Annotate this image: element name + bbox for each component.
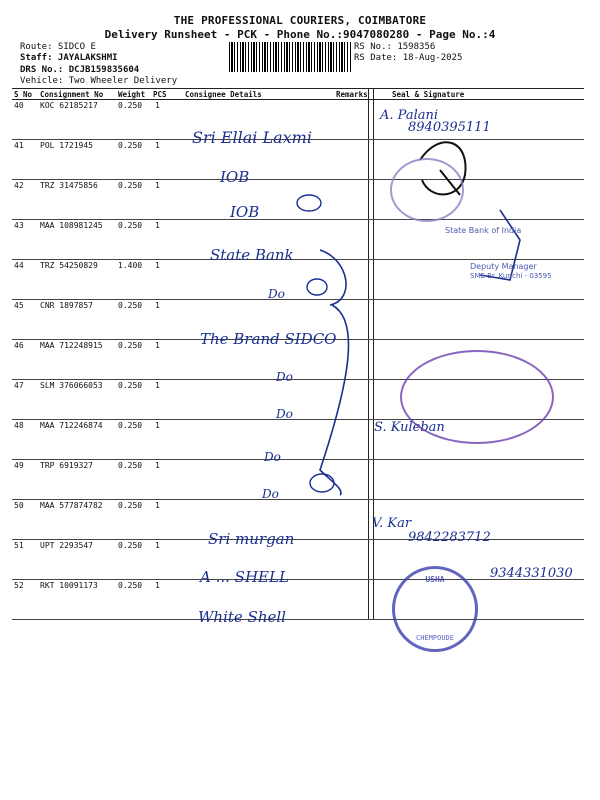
col-consignee: Consignee Details bbox=[185, 90, 262, 99]
row-sno: 48 bbox=[14, 421, 24, 430]
circle-mark bbox=[297, 195, 321, 211]
handwriting-consignee: The Brand SIDCO bbox=[200, 330, 337, 348]
row-pcs: 1 bbox=[155, 461, 160, 470]
row-pcs: 1 bbox=[155, 381, 160, 390]
handwriting-ditto: Do bbox=[262, 487, 279, 501]
circle-mark bbox=[307, 279, 327, 295]
row-consignment-no: MAA 577874782 bbox=[40, 501, 103, 510]
rs-number: RS No.: 1598356 bbox=[354, 42, 436, 52]
row-sno: 50 bbox=[14, 501, 24, 510]
row-pcs: 1 bbox=[155, 341, 160, 350]
row-pcs: 1 bbox=[155, 141, 160, 150]
row-sno: 49 bbox=[14, 461, 24, 470]
row-pcs: 1 bbox=[155, 581, 160, 590]
row-weight: 0.250 bbox=[118, 301, 143, 310]
row-weight: 0.250 bbox=[118, 381, 143, 390]
row-consignment-no: CNR 1897857 bbox=[40, 301, 93, 310]
row-consignment-no: MAA 712248915 bbox=[40, 341, 103, 350]
row-weight: 0.250 bbox=[118, 341, 143, 350]
seal-text-bottom: CHEMPOUDE bbox=[416, 634, 454, 642]
document-subtitle: Delivery Runsheet - PCK - Phone No.:9047080280 - Page No.:4 bbox=[104, 28, 496, 41]
drs-label: DRS No.: DCJB159835604 bbox=[20, 65, 140, 75]
row-sno: 45 bbox=[14, 301, 24, 310]
handwriting-ditto: Do bbox=[276, 407, 293, 421]
handwriting-consignee: White Shell bbox=[198, 608, 286, 626]
row-consignment-no: KOC 62185217 bbox=[40, 101, 98, 110]
row-weight: 1.400 bbox=[118, 261, 143, 270]
phone-number: 9842283712 bbox=[408, 530, 491, 545]
round-seal bbox=[392, 566, 478, 652]
row-pcs: 1 bbox=[155, 501, 160, 510]
vehicle-label: Vehicle: Two Wheeler Delivery bbox=[20, 76, 178, 86]
row-sno: 46 bbox=[14, 341, 24, 350]
row-weight: 0.250 bbox=[118, 181, 143, 190]
row-pcs: 1 bbox=[155, 541, 160, 550]
bank-stamp-line3: SME Br. Kurichi - 03595 bbox=[470, 272, 552, 280]
row-weight: 0.250 bbox=[118, 581, 143, 590]
bank-stamp-line1: State Bank of India bbox=[445, 226, 522, 235]
signature-name: V. Kar bbox=[372, 516, 412, 531]
row-consignment-no: MAA 712246874 bbox=[40, 421, 103, 430]
handwriting-ditto: Do bbox=[276, 370, 293, 384]
handwriting-ditto: Do bbox=[264, 450, 281, 464]
handwriting-consignee: Sri Ellai Laxmi bbox=[192, 128, 312, 147]
document-title: THE PROFESSIONAL COURIERS, COIMBATORE bbox=[173, 14, 427, 27]
rs-date: RS Date: 18-Aug-2025 bbox=[354, 53, 463, 63]
handwriting-ditto: Do bbox=[268, 287, 285, 301]
row-weight: 0.250 bbox=[118, 101, 143, 110]
row-weight: 0.250 bbox=[118, 501, 143, 510]
row-consignment-no: TRZ 31475856 bbox=[40, 181, 98, 190]
row-consignment-no: SLM 376066053 bbox=[40, 381, 103, 390]
row-sno: 40 bbox=[14, 101, 24, 110]
row-sno: 41 bbox=[14, 141, 24, 150]
row-sno: 44 bbox=[14, 261, 24, 270]
phone-number: 8940395111 bbox=[408, 120, 491, 135]
circle-mark bbox=[310, 474, 334, 492]
col-weight: Weight bbox=[118, 90, 146, 99]
row-sno: 52 bbox=[14, 581, 24, 590]
row-consignment-no: MAA 108981245 bbox=[40, 221, 103, 230]
signature-name: S. Kuleban bbox=[374, 420, 445, 435]
row-sno: 51 bbox=[14, 541, 24, 550]
row-consignment-no: TRZ 54250829 bbox=[40, 261, 98, 270]
brace-mark bbox=[320, 250, 349, 495]
row-pcs: 1 bbox=[155, 221, 160, 230]
row-consignment-no: RKT 10091173 bbox=[40, 581, 98, 590]
row-sno: 43 bbox=[14, 221, 24, 230]
row-consignment-no: UPT 2293547 bbox=[40, 541, 93, 550]
row-weight: 0.250 bbox=[118, 421, 143, 430]
row-consignment-no: POL 1721945 bbox=[40, 141, 93, 150]
row-sno: 47 bbox=[14, 381, 24, 390]
row-pcs: 1 bbox=[155, 181, 160, 190]
row-weight: 0.250 bbox=[118, 461, 143, 470]
row-pcs: 1 bbox=[155, 301, 160, 310]
company-round-stamp bbox=[400, 350, 554, 444]
row-weight: 0.250 bbox=[118, 221, 143, 230]
row-weight: 0.250 bbox=[118, 141, 143, 150]
signature-name: A. Palani bbox=[380, 108, 439, 123]
row-sno: 42 bbox=[14, 181, 24, 190]
handwriting-consignee: Sri murgan bbox=[208, 530, 295, 548]
handwriting-consignee: IOB bbox=[230, 203, 260, 221]
row-pcs: 1 bbox=[155, 421, 160, 430]
phone-number: 9344331030 bbox=[490, 566, 573, 581]
route-label: Route: SIDCO E bbox=[20, 42, 96, 52]
staff-label: Staff: JAYALAKSHMI bbox=[20, 53, 118, 63]
bank-stamp-line2: Deputy Manager bbox=[470, 262, 537, 271]
col-sno: S No bbox=[14, 90, 33, 99]
handwriting-consignee: A ... SHELL bbox=[200, 568, 289, 586]
handwriting-consignee: State Bank bbox=[210, 246, 294, 264]
col-consignment: Consignment No bbox=[40, 90, 104, 99]
bank-round-stamp bbox=[390, 158, 464, 222]
handwriting-consignee: IOB bbox=[220, 168, 250, 186]
col-remarks: Remarks bbox=[336, 90, 368, 99]
col-pcs: PCS bbox=[153, 90, 167, 99]
row-consignment-no: TRP 6919327 bbox=[40, 461, 93, 470]
row-pcs: 1 bbox=[155, 261, 160, 270]
seal-text-top: USHA bbox=[425, 575, 445, 584]
col-seal: Seal & Signature bbox=[392, 90, 465, 99]
row-pcs: 1 bbox=[155, 101, 160, 110]
row-weight: 0.250 bbox=[118, 541, 143, 550]
